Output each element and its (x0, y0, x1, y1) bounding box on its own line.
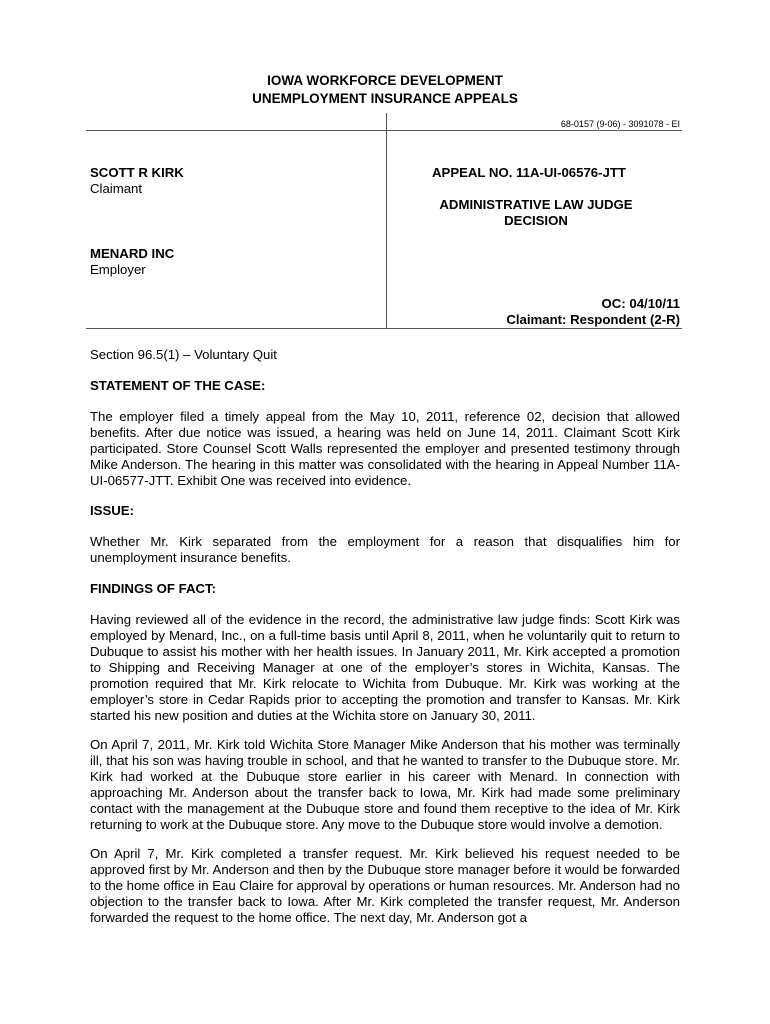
agency-title: IOWA WORKFORCE DEVELOPMENT (267, 73, 503, 88)
employer-role: Employer (90, 262, 146, 277)
findings-paragraph-1: Having reviewed all of the evidence in the record, the administrative law judge finds: Scott Kirk was employed by Menard, Inc., on a full-time basis until April 8, 2011, when he voluntarily quit to return to Dubuque to assist his mother with her health issues. In January 2011, Mr. Kirk accepted a promotion to Shipping and Receiving Manager at one of the employer’s stores in Wichita, Kansas. The promotion required that Mr. Kirk relocate to Wichita from Dubuque. Mr. Kirk was working at the employer’s store in Cedar Rapids prior to accepting the promotion and transfer to Kansas. Mr. Kirk started his new position and duties at the Wichita store on January 30, 2011. (90, 612, 680, 723)
section-reference: Section 96.5(1) – Voluntary Quit (90, 347, 277, 362)
findings-text-2 (90, 737, 680, 833)
findings-text-3 (90, 846, 680, 926)
findings-heading: FINDINGS OF FACT: (90, 581, 217, 596)
appeal-number: APPEAL NO. 11A-UI-06576-JTT (432, 165, 626, 180)
oc-date: OC: 04/10/11 (601, 296, 680, 311)
findings-paragraph-3: On April 7, Mr. Kirk completed a transfer request. Mr. Kirk believed his request needed to be approved first by Mr. Anderson and then by the Dubuque store manager before it would be forwarded to the home office in Eau Claire for approval by operations or human resources. Mr. Anderson had no objection to the transfer back to Iowa. After Mr. Kirk completed the transfer request, Mr. Anderson forwarded the request to the home office. The next day, Mr. Anderson got a (90, 846, 680, 925)
caption-bottom-divider (86, 328, 682, 329)
statement-paragraph: The employer filed a timely appeal from the May 10, 2011, reference 02, decision that allowed benefits. After due notice was issued, a hearing was held on June 14, 2011. Claimant Scott Kirk participated. Store Counsel Scott Walls represented the employer and presented testimony through Mike Anderson. The hearing in this matter was consolidated with the hearing in Appeal Number 11A-UI-06577-JTT. Exhibit One was received into evidence. (90, 409, 680, 488)
claimant-status: Claimant: Respondent (2-R) (506, 312, 680, 327)
caption-divider (386, 113, 387, 329)
claimant-role: Claimant (90, 181, 143, 196)
decision-title-line1: ADMINISTRATIVE LAW JUDGE (439, 197, 633, 212)
statement-text (90, 409, 680, 489)
employer-name: MENARD INC (90, 246, 175, 261)
header-divider (86, 130, 682, 131)
division-title: UNEMPLOYMENT INSURANCE APPEALS (252, 91, 518, 106)
findings-text-1 (90, 612, 680, 724)
decision-title-line2: DECISION (504, 213, 568, 228)
issue-heading: ISSUE: (90, 503, 134, 518)
form-code: 68-0157 (9-06) - 3091078 - EI (560, 119, 680, 129)
issue-paragraph: Whether Mr. Kirk separated from the employment for a reason that disqualifies him for unemployment insurance benefits. (90, 534, 680, 565)
issue-text (90, 534, 680, 566)
statement-heading: STATEMENT OF THE CASE: (90, 378, 266, 393)
claimant-name: SCOTT R KIRK (90, 165, 184, 180)
findings-paragraph-2: On April 7, 2011, Mr. Kirk told Wichita Store Manager Mike Anderson that his mother was terminally ill, that his son was having trouble in school, and that he wanted to transfer to the Dubuque store. Mr. Kirk had worked at the Dubuque store earlier in his career with Menard. In connection with approaching Mr. Anderson about the transfer back to Iowa, Mr. Kirk had made some preliminary contact with the management at the Dubuque store and found them receptive to the idea of Mr. Kirk returning to work at the Dubuque store. Any move to the Dubuque store would involve a demotion. (90, 737, 680, 832)
